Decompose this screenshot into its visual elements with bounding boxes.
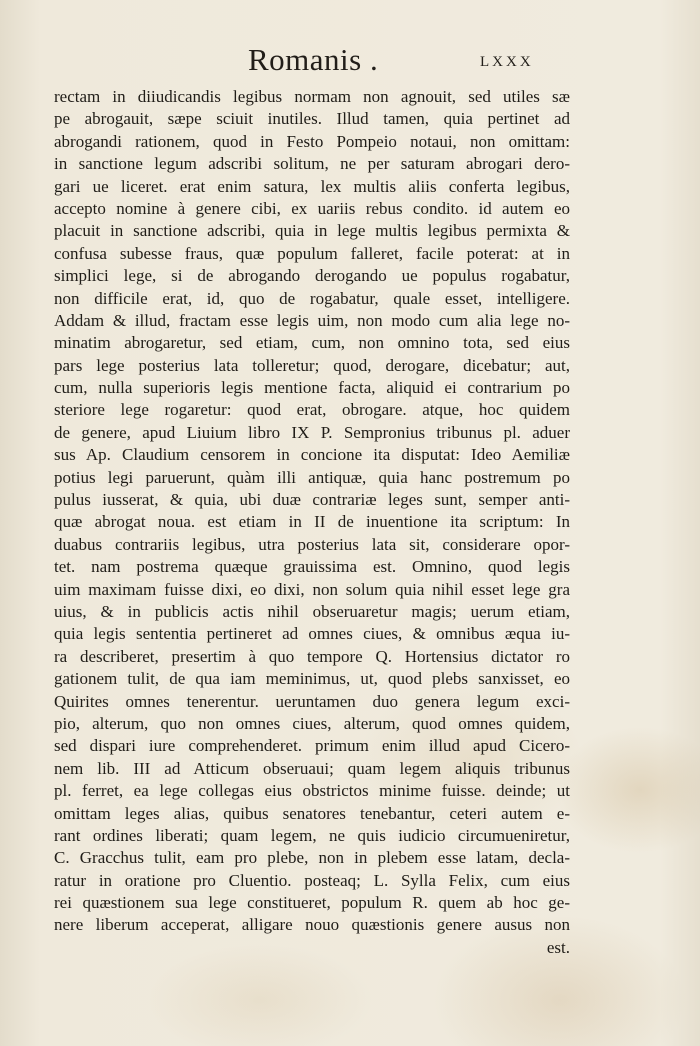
text-line: non difficile erat, id, quo de rogabatur, quale esset, intelligere. — [54, 288, 570, 308]
text-line: rectam in diiudicandis legibus normam non agnouit, sed utiles sæ — [54, 87, 570, 106]
text-line: steriore lege rogaretur: quod erat, obrogare. atque, hoc quidem — [54, 400, 570, 420]
text-line: confusa subesse fraus, quæ populum falleret, facile poterat: at in — [54, 243, 570, 263]
text-line: uius, & in publicis actis nihil obseruaretur magis; uerum etiam, — [54, 601, 570, 621]
text-line: minatim abrogaretur, sed etiam, cum, non omnino tota, sed eius — [54, 333, 570, 353]
text-line: rei quæstionem sua lege constitueret, populum R. quem ab hoc ge- — [54, 893, 570, 913]
text-line: rant ordines liberati; quam legem, ne quis iudicio circumueniretur, — [54, 825, 570, 845]
text-line: pulus iusserat, & quia, ubi duæ contrariæ leges sunt, semper anti- — [54, 490, 570, 510]
text-line: in sanctione legum adscribi solitum, ne per saturam abrogari dero- — [54, 154, 570, 174]
text-line: C. Gracchus tulit, eam pro plebe, non in plebem esse latam, decla- — [54, 848, 570, 868]
text-line: gari ue liceret. erat enim satura, lex multis aliis conferta legibus, — [54, 176, 570, 196]
text-line: Addam & illud, fractam esse legis uim, non modo cum alia lege no- — [54, 310, 570, 330]
running-title: Romanis . — [248, 42, 379, 77]
text-line: sus Ap. Claudium censorem in concione ita disputat: Ideo Aemiliæ — [54, 445, 570, 465]
text-line: simplici lege, si de abrogando derogando ue populus rogabatur, — [54, 266, 570, 286]
text-line: accepto nomine à genere cibi, ex uariis rebus condito. id autem eo — [54, 198, 570, 218]
text-line: cum, nulla superioris legis mentione facta, aliquid ei contrarium po — [54, 378, 570, 398]
text-line: pl. ferret, ea lege collegas eius obstrictos minime fuisse. deinde; ut — [54, 781, 570, 801]
text-line: placuit in sanctione adscribi, quia in lege multis legibus permixta & — [54, 221, 570, 241]
text-line: de genere, apud Liuium libro IX P. Sempronius tribunus pl. aduer — [54, 422, 570, 442]
text-line: est. — [546, 937, 570, 957]
page-header — [0, 38, 700, 88]
text-line: tet. nam postrema quæque grauissima est. Omnino, quod legis — [54, 557, 570, 577]
text-line: gationem tulit, de qua iam meminimus, ut, quod plebs sanxisset, eo — [54, 669, 570, 689]
text-line: ratur in oratione pro Cluentio. posteaq; L. Sylla Felix, cum eius — [54, 870, 570, 890]
text-line: abrogandi rationem, quod in Festo Pompeio notaui, non omittam: — [54, 131, 570, 151]
text-line: ra describeret, presertim à quo tempore Q. Hortensius dictator ro — [54, 646, 570, 666]
text-line: pars lege posterius lata tolleretur; quod, derogare, dicebatur; aut, — [54, 355, 570, 375]
text-line: pe abrogauit, sæpe sciuit inutiles. Illud tamen, quia pertinet ad — [54, 109, 570, 129]
text-line: Quirites omnes tenerentur. ueruntamen duo genera legum exci- — [54, 691, 570, 711]
body-text — [54, 86, 570, 959]
text-line: quæ abrogat noua. est etiam in II de inuentione ita scriptum: In — [54, 512, 570, 532]
text-line: nem lib. III ad Atticum obseruaui; quam legem aliquis tribunus — [54, 758, 570, 778]
text-line: sed dispari iure comprehenderet. primum enim illud apud Cicero- — [54, 736, 570, 756]
folio-number: LXXX — [480, 54, 534, 70]
text-line: potius legi paruerunt, quàm illi antiquæ, quia hanc postremum po — [54, 467, 570, 487]
text-line: nere liberum acceperat, alligare nouo quæstionis genere ausus non — [54, 915, 570, 935]
text-line: pio, alterum, quo non omnes ciues, alterum, quod omnes quidem, — [54, 713, 570, 733]
text-line: omittam leges alias, quibus senatores tenebantur, ceteri autem e- — [54, 803, 570, 823]
text-line: quia legis sententia pertineret ad omnes ciues, & omnibus æqua iu- — [54, 624, 570, 644]
text-line: duabus contrariis legibus, utra posterius lata sit, considerare opor- — [54, 534, 570, 554]
text-line: uim maximam fuisse dixi, eo dixi, non solum quia nihil esset lege gra — [54, 579, 570, 599]
